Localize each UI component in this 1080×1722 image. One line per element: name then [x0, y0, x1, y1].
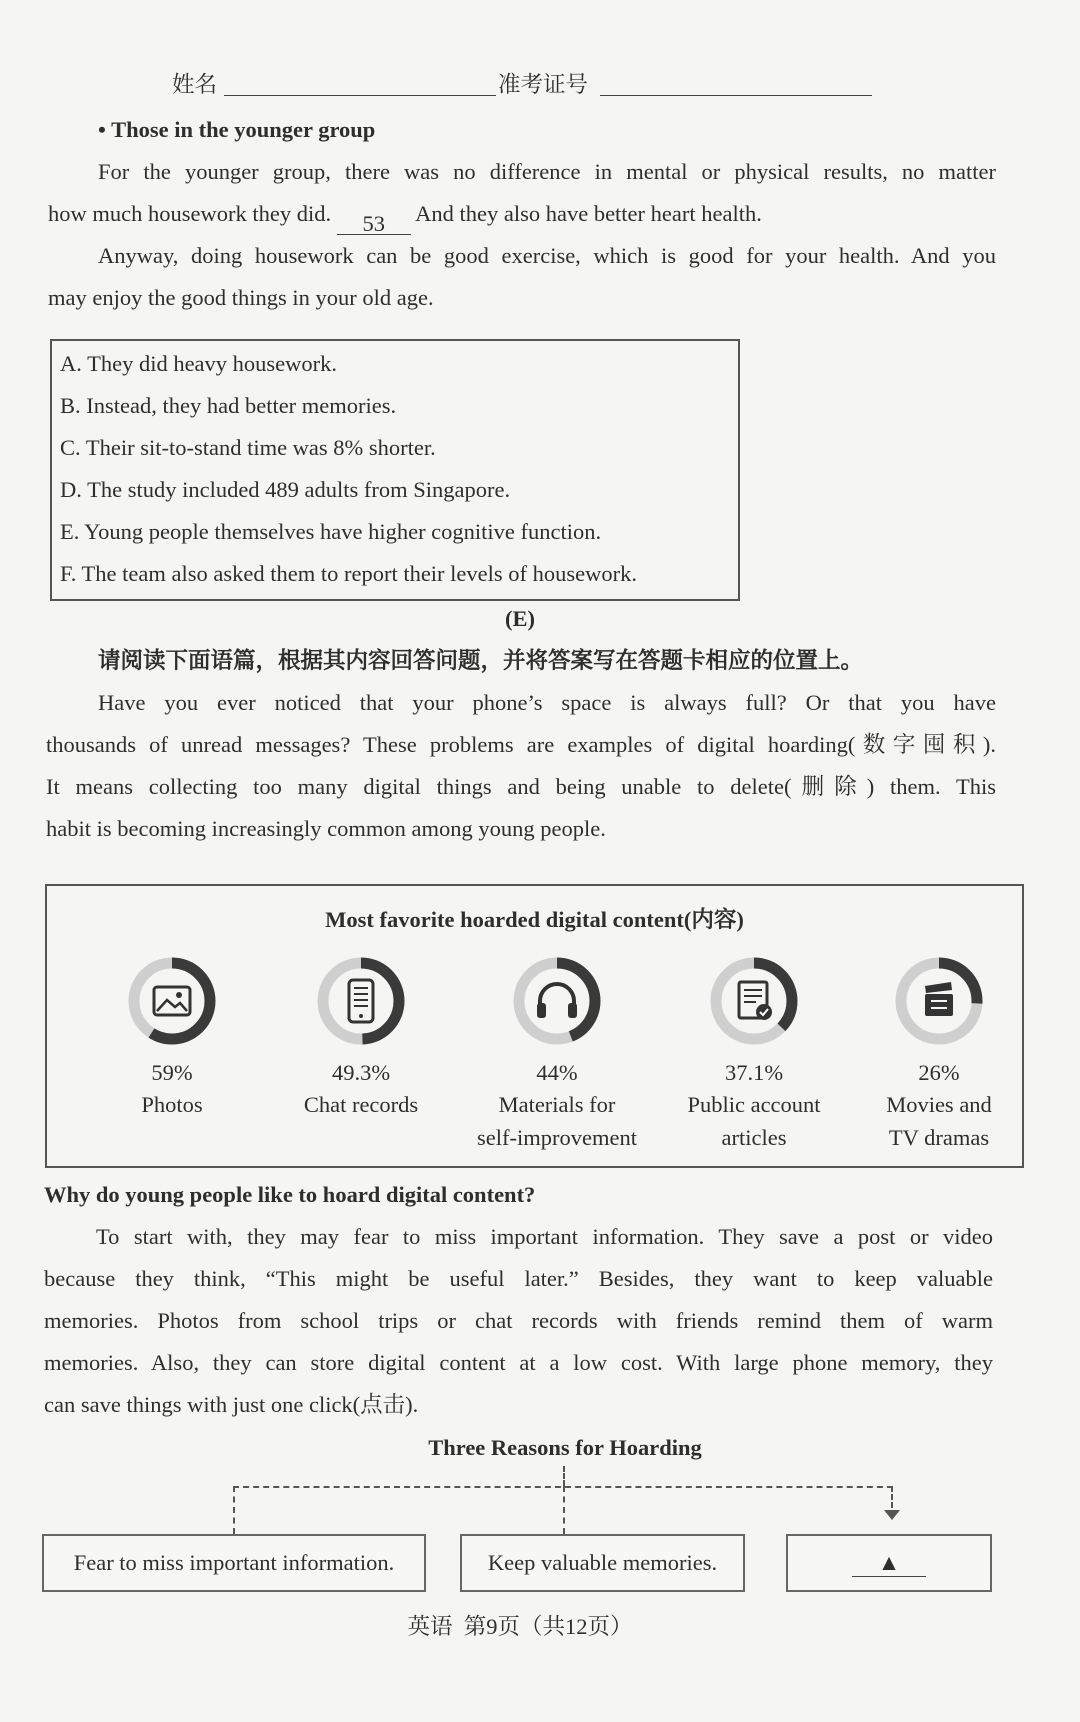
label-movies-line2: TV dramas [888, 1125, 990, 1150]
exam-id-label: 准考证号 [498, 72, 589, 97]
photo-icon [125, 954, 219, 1048]
label-self-improvement: Materials for [498, 1092, 616, 1117]
phone-icon [314, 954, 408, 1048]
paragraph-line: may enjoy the good things in your old age. [48, 285, 434, 310]
why-line: because they think, “This might be useful later.” Besides, they want to keep valuable [44, 1266, 993, 1291]
why-line: can save things with just one click(点击). [44, 1392, 419, 1417]
percent-public-account: 37.1% [724, 1060, 784, 1085]
infographic-title: Most favorite hoarded digital content(内容) [325, 907, 744, 932]
why-line: memories. Photos from school trips or chat records with friends remind them of warm [44, 1308, 993, 1333]
infographic-box [45, 884, 1024, 1168]
section-instruction: 请阅读下面语篇，根据其内容回答问题，并将答案写在答题卡相应的位置上。 [98, 648, 864, 673]
reason-box-memories: Keep valuable memories. [460, 1534, 745, 1592]
why-line: To start with, they may fear to miss important information. They save a post or video [96, 1224, 993, 1249]
option-b: B. Instead, they had better memories. [60, 393, 397, 418]
content-item-self-improvement [467, 954, 647, 1154]
paragraph-line: For the younger group, there was no difference in mental or physical results, no matter [98, 159, 996, 184]
content-item-photos [82, 954, 262, 1121]
name-blank[interactable] [224, 95, 496, 96]
content-item-movies [849, 954, 1029, 1154]
connector-left [233, 1486, 235, 1534]
intro-line: Have you ever noticed that your phone’s space is always full? Or that you have [98, 690, 996, 715]
why-line: memories. Also, they can store digital content at a low cost. With large phone memory, they [44, 1350, 993, 1375]
connector-middle [563, 1486, 565, 1534]
answer-blank-53[interactable] [337, 211, 411, 236]
reason-box-answer[interactable] [786, 1534, 992, 1592]
section-label-e: (E) [505, 606, 535, 631]
paragraph-line: Anyway, doing housework can be good exercise, which is good for your health. And you [98, 243, 996, 268]
subheading-younger-group: • Those in the younger group [98, 117, 376, 142]
headphones-icon [510, 954, 604, 1048]
exam-id-blank[interactable] [600, 95, 872, 96]
paragraph-line-with-blank [48, 192, 762, 235]
intro-line: It means collecting too many digital things and being unable to delete(删除) them. This [46, 774, 996, 799]
option-c: C. Their sit-to-stand time was 8% shorter. [60, 435, 436, 460]
answer-blank-triangle: ▲ [852, 1550, 926, 1577]
option-e: E. Young people themselves have higher cognitive function. [60, 519, 602, 544]
page-footer: 英语 第9页（共12页） [407, 1614, 633, 1639]
arrow-head-icon [884, 1510, 900, 1520]
option-a: A. They did heavy housework. [60, 351, 338, 376]
content-item-public-account [664, 954, 844, 1154]
label-photos: Photos [141, 1092, 203, 1117]
label-self-improvement-line2: self-improvement [477, 1125, 637, 1150]
percent-movies: 26% [918, 1060, 960, 1085]
paragraph-text: And they also have better heart health. [415, 201, 762, 226]
label-movies: Movies and [886, 1092, 992, 1117]
article-icon [707, 954, 801, 1048]
paragraph-text: how much housework they did. [48, 201, 332, 226]
name-label: 姓名 [172, 72, 218, 97]
content-item-chat-records [271, 954, 451, 1121]
clapperboard-icon [892, 954, 986, 1048]
blank-number: 53 [362, 211, 385, 236]
percent-chat-records: 49.3% [331, 1060, 391, 1085]
reasons-title: Three Reasons for Hoarding [428, 1435, 702, 1460]
label-chat-records: Chat records [303, 1092, 419, 1117]
label-public-account: Public account [687, 1092, 821, 1117]
percent-photos: 59% [151, 1060, 193, 1085]
option-f: F. The team also asked them to report their levels of housework. [60, 561, 638, 586]
connector-vertical-top [563, 1466, 565, 1486]
option-d: D. The study included 489 adults from Singapore. [60, 477, 511, 502]
label-public-account-line2: articles [721, 1125, 787, 1150]
options-box [50, 339, 740, 601]
reason-box-fear: Fear to miss important information. [42, 1534, 426, 1592]
percent-self-improvement: 44% [536, 1060, 578, 1085]
why-heading: Why do young people like to hoard digital content? [44, 1182, 536, 1207]
intro-line: thousands of unread messages? These problems are examples of digital hoarding(数字囤积). [46, 732, 996, 757]
intro-line: habit is becoming increasingly common among young people. [46, 816, 606, 841]
